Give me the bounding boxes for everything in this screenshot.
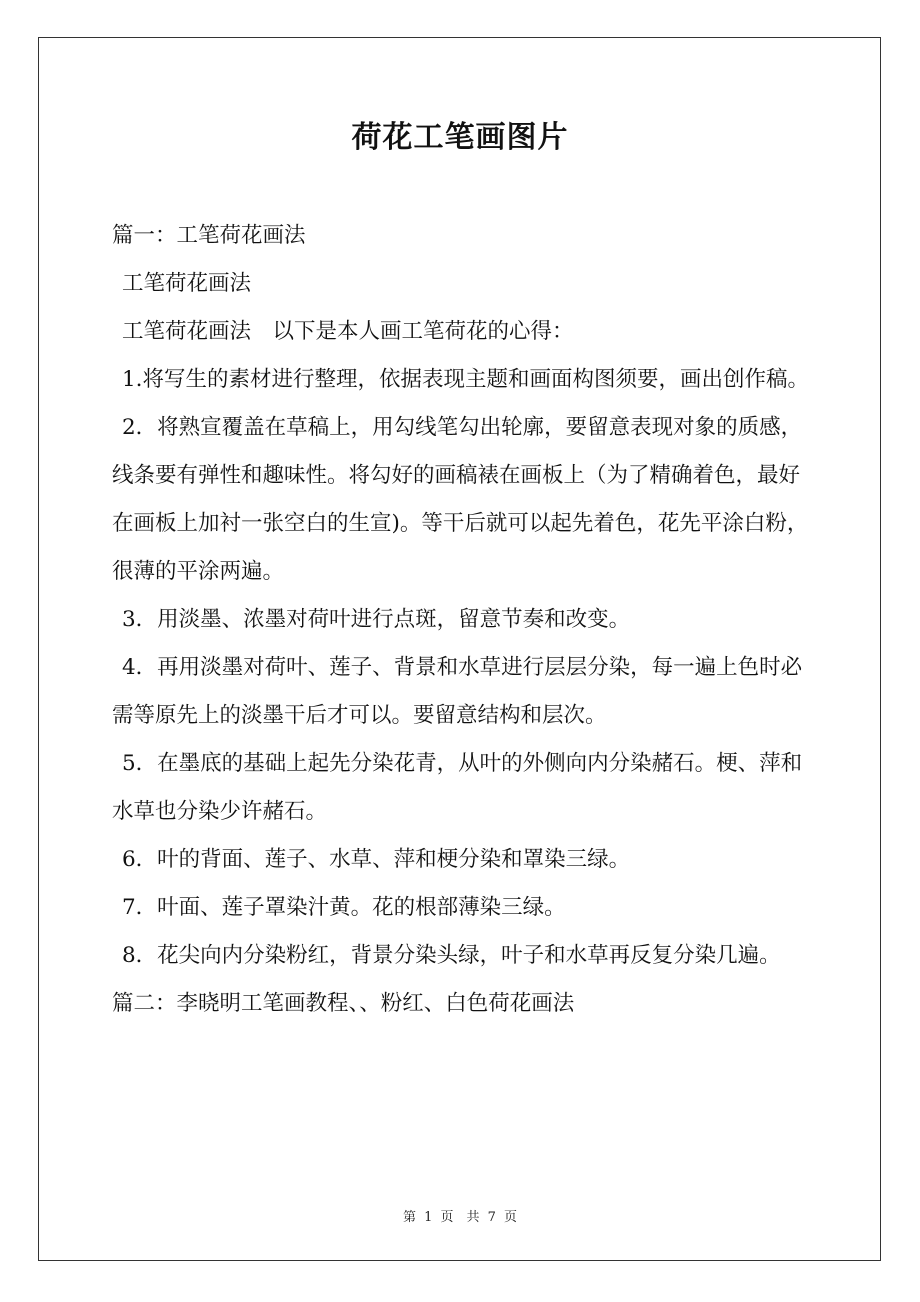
paragraph-step-5: 5．在墨底的基础上起先分染花青，从叶的外侧向内分染赭石。梗、萍和水草也分染少许赭石。	[112, 751, 803, 824]
document-title: 荷花工笔画图片	[351, 120, 569, 155]
paragraph-step-3: 3．用淡墨、浓墨对荷叶进行点斑，留意节奏和改变。	[122, 607, 631, 632]
paragraph-step-6: 6．叶的背面、莲子、水草、萍和梗分染和罩染三绿。	[122, 847, 631, 872]
paragraph: 工笔荷花画法	[122, 271, 252, 296]
paragraph-step-7: 7．叶面、莲子罩染汁黄。花的根部薄染三绿。	[122, 895, 566, 920]
paragraph-step-4: 4．再用淡墨对荷叶、莲子、背景和水草进行层层分染，每一遍上色时必需等原先上的淡墨干后才可以。要留意结构和层次。	[112, 655, 803, 728]
paragraph-step-8: 8．花尖向内分染粉红，背景分染头绿，叶子和水草再反复分染几遍。	[122, 943, 781, 968]
page-number-footer: 第 1 页 共 7 页	[402, 1210, 518, 1225]
section-heading-2: 篇二：李晓明工笔画教程、、粉红、白色荷花画法	[112, 991, 575, 1016]
section-heading-1: 篇一：工笔荷花画法	[112, 223, 306, 248]
paragraph-step-1: 1.将写生的素材进行整理，依据表现主题和画面构图须要，画出创作稿。	[122, 367, 810, 392]
paragraph-step-2: 2．将熟宣覆盖在草稿上，用勾线笔勾出轮廓，要留意表现对象的质感，线条要有弹性和趣味性。将勾好的画稿裱在画板上（为了精确着色，最好在画板上加衬一张空白的生宣)。等干后就可以起先着色，花先平涂白粉，很薄的平涂两遍。	[112, 415, 809, 584]
paragraph: 工笔荷花画法 以下是本人画工笔荷花的心得：	[122, 319, 574, 344]
document-body	[112, 212, 812, 1028]
